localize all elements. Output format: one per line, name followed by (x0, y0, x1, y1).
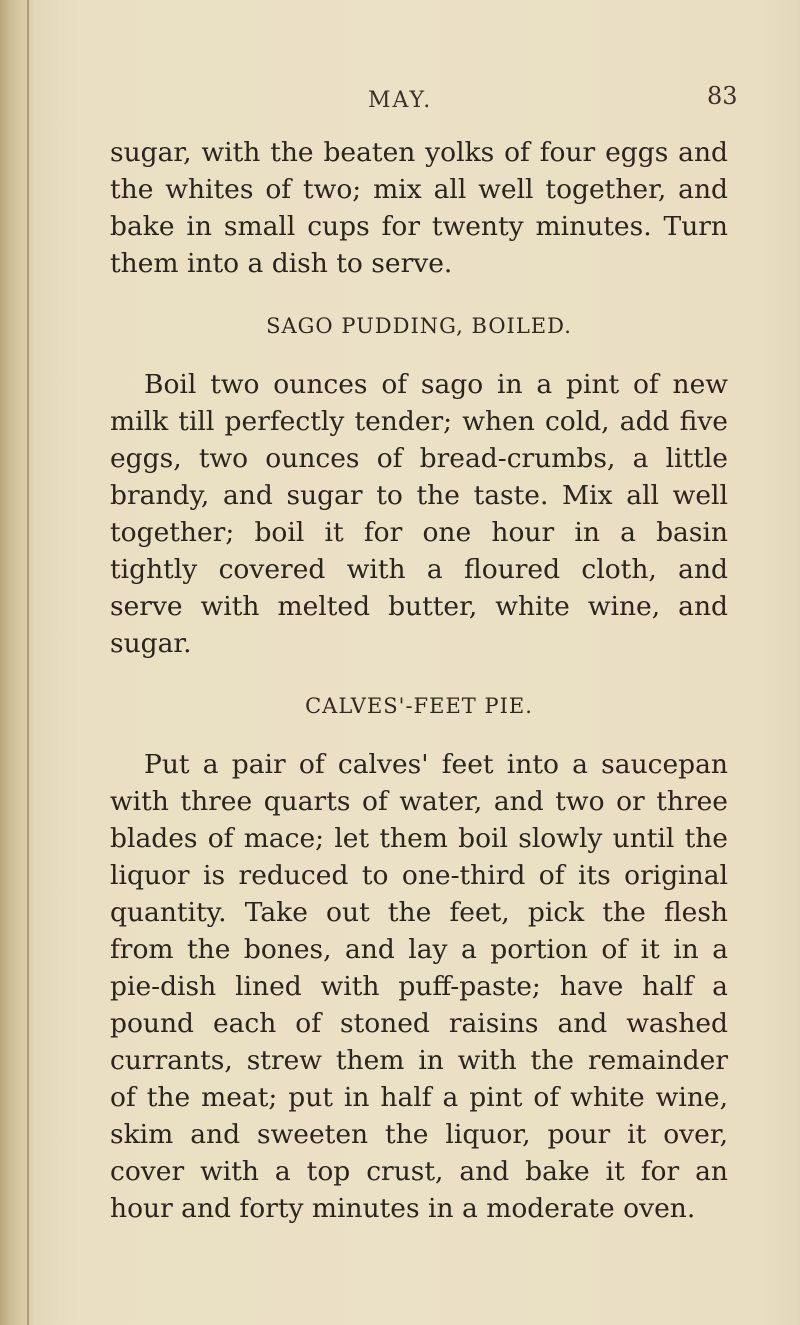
recipe-heading-sago-pudding: SAGO PUDDING, BOILED. (266, 314, 572, 338)
continued-paragraph: sugar, with the beaten yolks of four eggs and the whites of two; mix all well together, and bake in small cups for twenty minutes. Turn them into a dish to serve. (110, 137, 728, 279)
recipe-paragraph-calves-feet-pie: Put a pair of calves' feet into a saucepan with three quarts of water, and two or three blades of mace; let them boil slowly until the liquor is reduced to one-third of its original quantity. Take out the feet, pick the flesh from the bones, and lay a portion of it in a pie-dish lined with puff-paste; have half a pound each of stoned raisins and washed currants, strew them in with the remainder of the meat; put in half a pint of white wine, skim and sweeten the liquor, pour it over, cover with a top crust, and bake it for an hour and forty minutes in a moderate oven. (110, 749, 728, 1224)
running-head: MAY. (368, 88, 433, 113)
recipe-paragraph-sago-pudding: Boil two ounces of sago in a pint of new milk till perfectly tender; when cold, add five eggs, two ounces of bread-crumbs, a little brandy, and sugar to the taste. Mix all well together; boil it for one hour in a basin tightly covered with a floured cloth, and serve with melted butter, white wine, and sugar. (110, 369, 728, 659)
page-body (110, 134, 728, 1227)
page-binding-edge (0, 0, 34, 1325)
page-number: 83 (707, 82, 738, 110)
page-header (0, 78, 800, 112)
recipe-heading-calves-feet-pie: CALVES'-FEET PIE. (305, 694, 533, 718)
